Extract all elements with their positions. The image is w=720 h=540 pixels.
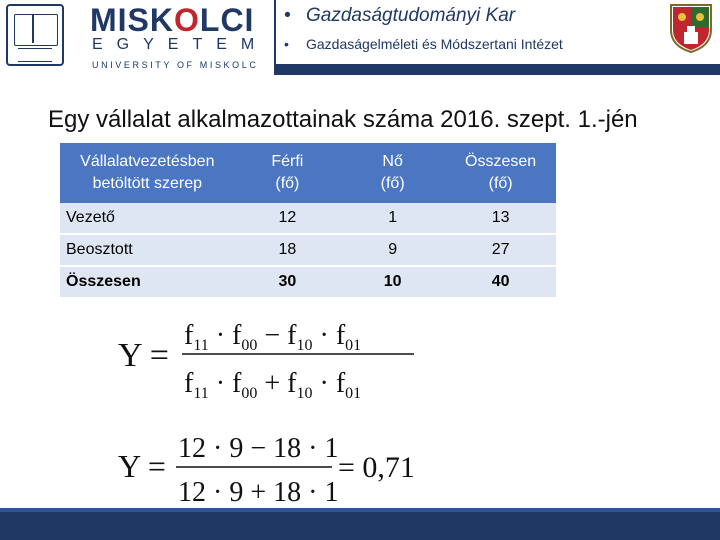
cell-value: 30 xyxy=(235,266,340,298)
cell-value: 10 xyxy=(340,266,445,298)
cell-value: 40 xyxy=(445,266,556,298)
cell-value: 12 xyxy=(235,203,340,234)
university-logo-english: UNIVERSITY OF MISKOLC xyxy=(92,60,259,70)
cell-value: 27 xyxy=(445,234,556,266)
header-female: Nő (fő) xyxy=(340,143,445,203)
header-male: Férfi (fő) xyxy=(235,143,340,203)
faculty-name: • Gazdaságtudományi Kar xyxy=(284,5,516,26)
university-crest-icon xyxy=(6,4,64,66)
formula-numerator: $f_{11} \cdot f_{00} - f_{10} \cdot f_{01}$ xyxy=(184,320,362,354)
formula-denominator: $f_{11} \cdot f_{00} + f_{10} \cdot f_{01}$ xyxy=(184,368,362,402)
header-role: Vállalatvezetésben betöltött szerep xyxy=(60,143,235,203)
calc-denominator: 12 · 9 + 18 · 1 xyxy=(178,477,339,508)
cell-value: 13 xyxy=(445,203,556,234)
header-bar xyxy=(274,64,720,75)
yule-formula xyxy=(118,308,418,408)
slide-title: Egy vállalat alkalmazottainak száma 2016. szept. 1.-jén xyxy=(48,106,638,133)
table-header-row xyxy=(60,143,556,203)
slide-header xyxy=(0,0,720,75)
institute-name: • Gazdaságelméleti és Módszertani Intézet xyxy=(284,36,563,52)
calc-lhs: Y = xyxy=(118,448,166,484)
formula-lhs: Y = xyxy=(118,337,169,374)
calc-result: = 0,71 xyxy=(338,451,415,484)
coat-of-arms-icon xyxy=(668,2,714,54)
calc-numerator: 12 · 9 − 18 · 1 xyxy=(178,433,339,464)
table-row xyxy=(60,234,556,266)
cell-value: 1 xyxy=(340,203,445,234)
row-label: Beosztott xyxy=(60,234,235,266)
table-row-total xyxy=(60,266,556,298)
header-total: Összesen (fő) xyxy=(445,143,556,203)
employee-table xyxy=(60,143,556,299)
row-label: Összesen xyxy=(60,266,235,298)
cell-value: 9 xyxy=(340,234,445,266)
slide-footer xyxy=(0,512,720,540)
table-row xyxy=(60,203,556,234)
row-label: Vezető xyxy=(60,203,235,234)
university-logo-subtitle: EGYETEM xyxy=(92,36,269,53)
university-logo-wordmark: MISKOLCI xyxy=(90,2,255,38)
yule-calculation xyxy=(118,427,438,512)
cell-value: 18 xyxy=(235,234,340,266)
